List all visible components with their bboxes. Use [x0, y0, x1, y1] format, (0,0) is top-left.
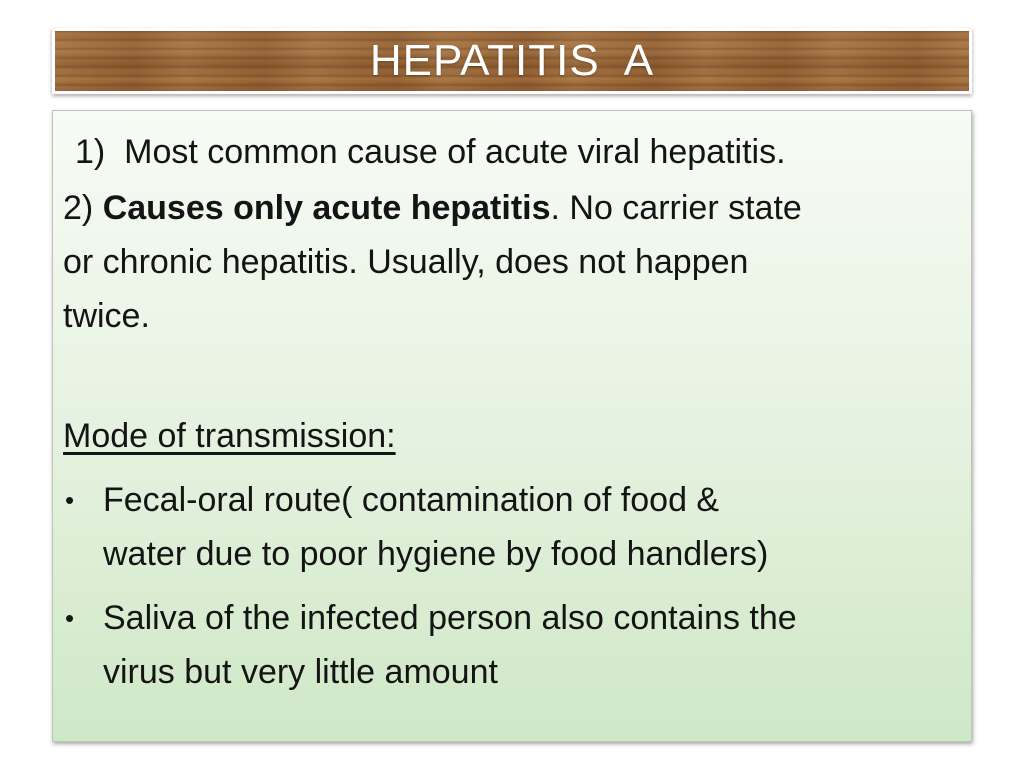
point-2: [63, 181, 958, 343]
spacer: [63, 343, 958, 397]
transmission-heading-text: Mode of transmission:: [63, 417, 396, 455]
point-2-number: 2): [63, 189, 94, 227]
title-banner: [52, 28, 972, 94]
point-2-bold-text: Causes only acute hepatitis: [102, 189, 551, 227]
content-panel: [52, 110, 972, 742]
bullet-item-2: [63, 591, 958, 699]
point-1: [63, 125, 958, 179]
bullet-dot-icon: •: [65, 603, 75, 633]
content-body: [63, 125, 958, 699]
slide-title: HEPATITIS A: [369, 36, 655, 85]
bullet-item-1: [63, 473, 958, 581]
point-1-text: Most common cause of acute viral hepatitis.: [124, 133, 786, 171]
bullet-1-line1: Fecal-oral route( contamination of food &: [103, 481, 720, 519]
point-2-text-line2: or chronic hepatitis. Usually, does not happen: [63, 243, 749, 281]
point-2-text-line3: twice.: [63, 297, 150, 335]
bullet-2-line1: Saliva of the infected person also contains the: [103, 599, 797, 637]
bullet-1-line2: water due to poor hygiene by food handlers): [103, 535, 769, 573]
transmission-heading: [63, 409, 958, 463]
point-2-text-line1: . No carrier state: [550, 189, 802, 227]
point-1-number: 1): [75, 133, 106, 171]
bullet-2-line2: virus but very little amount: [103, 653, 498, 691]
bullet-dot-icon: •: [65, 485, 75, 515]
